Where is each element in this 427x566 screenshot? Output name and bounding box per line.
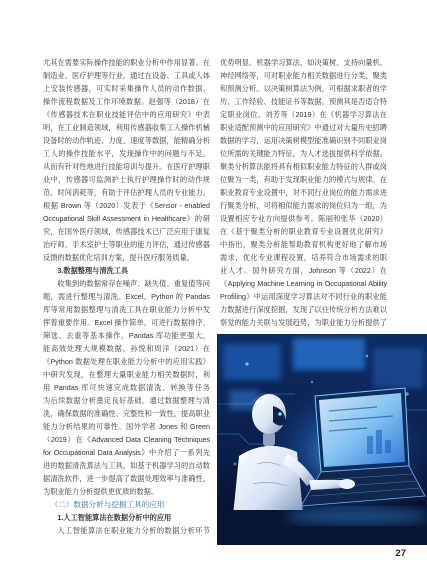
text-line: 业中，传感器可监测护士执行护理操作时的动作规 <box>43 175 210 184</box>
paragraph-ml-algorithms <box>220 56 387 329</box>
text-line: 聚类分析算法能将具有相似职业能力特征的人群或岗 <box>220 162 387 171</box>
text-line: 操作流程数据及工作环境数据。赵强等（2018）在 <box>43 97 210 106</box>
text-line: 从而有针对性地进行技能培训与提升。在医疗护理职 <box>43 162 210 171</box>
text-line: 工人的操作技能水平，发现操作中的问题与不足， <box>43 149 210 158</box>
text-line: 和预测分析。以决策树算法为例，可根据求职者的学 <box>220 84 387 93</box>
text-line: 挥着重要作用。Excel 操作简单，可进行数据排序、 <box>43 318 210 327</box>
text-line: 用 Pandas 库可快速完成数据清洗、转换等任务 <box>43 383 210 392</box>
text-line: 范、时间消耗等，有助于评估护理人员的专业能力。 <box>43 188 210 197</box>
text-line: 职业适配预测中的应用研究》中通过对大量历史招聘 <box>220 123 387 132</box>
text-line: 力数据进行深度挖掘，发现了以往传统分析方法难以 <box>220 305 387 314</box>
right-column <box>220 56 387 329</box>
text-line: 人工智能算法在职业能力分析的数据分析环节 <box>57 526 210 535</box>
text-line: 制造业、医疗护理等行业，通过在设备、工具或人体 <box>43 71 210 80</box>
text-line: 根据 Brown 等（2020）发表于《Sensor - enabled <box>43 201 210 210</box>
text-line: 反馈的数据优化培训方案，提升医疗服务质量。 <box>43 253 194 262</box>
text-line: 筛选、去重等基本操作。Pandas 库功能更强大， <box>43 331 210 340</box>
left-column <box>43 56 210 537</box>
illustration-canvas <box>217 334 427 545</box>
text-line: 收集到的数据常存在噪声、缺失值、重复值等问 <box>57 279 210 288</box>
text-line: 察觉的能力关联与发展趋势，为职业能力分析提供了 <box>220 318 387 327</box>
text-line: 《Applying Machine Learning in Occupational Ability <box>220 279 387 288</box>
text-line: 数据的学习，运用决策树模型能准确识别不同职业岗 <box>220 136 387 145</box>
text-line: 职业教育专业设置中，对不同行业岗位的能力需求进 <box>220 188 387 197</box>
laptop-screen <box>319 393 405 467</box>
subheading-data-cleaning-tools: 3.数据整理与清洗工具 <box>57 266 129 275</box>
text-line: 优势明显。机器学习算法，如决策树、支持向量机、 <box>220 58 387 67</box>
text-line: 尤其在需要实际操作技能的职业分析中作用显著。在 <box>43 58 210 67</box>
text-line: 神经网络等，可对职业能力相关数据进行分类、聚类 <box>220 71 387 80</box>
robot-torso <box>233 446 303 516</box>
paragraph-sensor-continued <box>43 56 210 264</box>
text-line: 据清洗软件，进一步提高了数据处理效率与准确性， <box>43 474 210 483</box>
page-number: 27 <box>395 548 406 559</box>
text-line: 位聚为一类，有助于发现职业能力的模式与规律。在 <box>220 175 387 184</box>
section-heading-data-analysis-tools: （二）数据分析与挖掘工具的应用 <box>50 500 165 509</box>
text-line: 定职业岗位。刘芳等（2019）在《机器学习算法在 <box>220 110 387 119</box>
text-line: 中指出，聚类分析能帮助教育机构更好地了解市场 <box>220 240 387 249</box>
text-line: 需求，优化专业课程设置，培养符合市场需求的职 <box>220 253 387 262</box>
text-line: （2019）在《Advanced Data Cleaning Techniques <box>43 435 210 444</box>
text-line: 《Python 数据处理在职业能力分析中的应用实践》 <box>43 357 210 366</box>
text-line: Profiling》中运用深度学习算法对不同行业的职业能 <box>220 292 387 301</box>
subheading-ai-algorithms: 1.人工智能算法在数据分析中的应用 <box>57 513 172 522</box>
text-line: for Occupational Data Analysis》中介绍了一系列先 <box>43 448 210 457</box>
text-line: 历、工作经验、技能证书等数据，预测其是否适合特 <box>220 97 387 106</box>
text-line: 上安装传感器，可实时采集操作人员的动作数据、 <box>43 84 210 93</box>
text-line: 能力分析结果的可靠性。国外学者 Jones 和 Green <box>43 422 210 431</box>
ai-robot-illustration <box>217 334 427 545</box>
text-line: 中研究发现，在整理大量职业能力相关数据时，利 <box>43 370 210 379</box>
text-line: 治疗师、手术室护士等职业的能力评估，通过传感器 <box>43 240 210 249</box>
text-line: 库等常用数据整理与清洗工具在职业能力分析中发 <box>43 305 210 314</box>
text-line: 行聚类分析，可将相似能力需求的岗位归为一组，为 <box>220 201 387 210</box>
text-line: 在《基于聚类分析的职业教育专业设置优化研究》 <box>220 227 387 236</box>
robot-hand <box>339 479 355 489</box>
text-line: 为后续数据分析奠定良好基础。通过数据整理与清 <box>43 396 210 405</box>
paragraph-data-cleaning <box>43 277 210 498</box>
text-line: 题，需进行整理与清洗。Excel、Python 的 Pandas <box>43 292 210 301</box>
text-line: 设置相应专业方向提供参考。陈丽和张华（2020） <box>220 214 387 223</box>
text-line: 位所需的关键能力特征，为人才选拔提供科学依据。 <box>220 149 387 158</box>
desk-reflection <box>285 508 427 524</box>
text-line: 《传感器技术在职业技能评估中的应用研究》中表 <box>43 110 210 119</box>
text-line: 设备时的动作轨迹、力度、速度等数据，能精确分析 <box>43 136 210 145</box>
paragraph-ai-algorithms <box>43 524 210 537</box>
text-line: 明，在工业制造领域，利用传感器收集工人操作机械 <box>43 123 210 132</box>
text-line: 进的数据清洗算法与工具，如基于机器学习的自动数 <box>43 461 210 470</box>
text-line: Occupational Skill Assessment in Healthcare》的研 <box>43 214 210 223</box>
text-line: 能高效处理大规模数据。孙悦和周洋（2021）在 <box>43 344 210 353</box>
text-line: 究，在国外医疗领域，传感器技术已广泛应用于康复 <box>43 227 210 236</box>
text-line: 洗，确保数据的准确性、完整性和一致性，提高职业 <box>43 409 210 418</box>
text-line: 业人才。国外研究方面，Johnson 等（2022）在 <box>220 266 387 275</box>
text-line: 为职业能力分析提供更优质的数据。 <box>43 487 159 496</box>
